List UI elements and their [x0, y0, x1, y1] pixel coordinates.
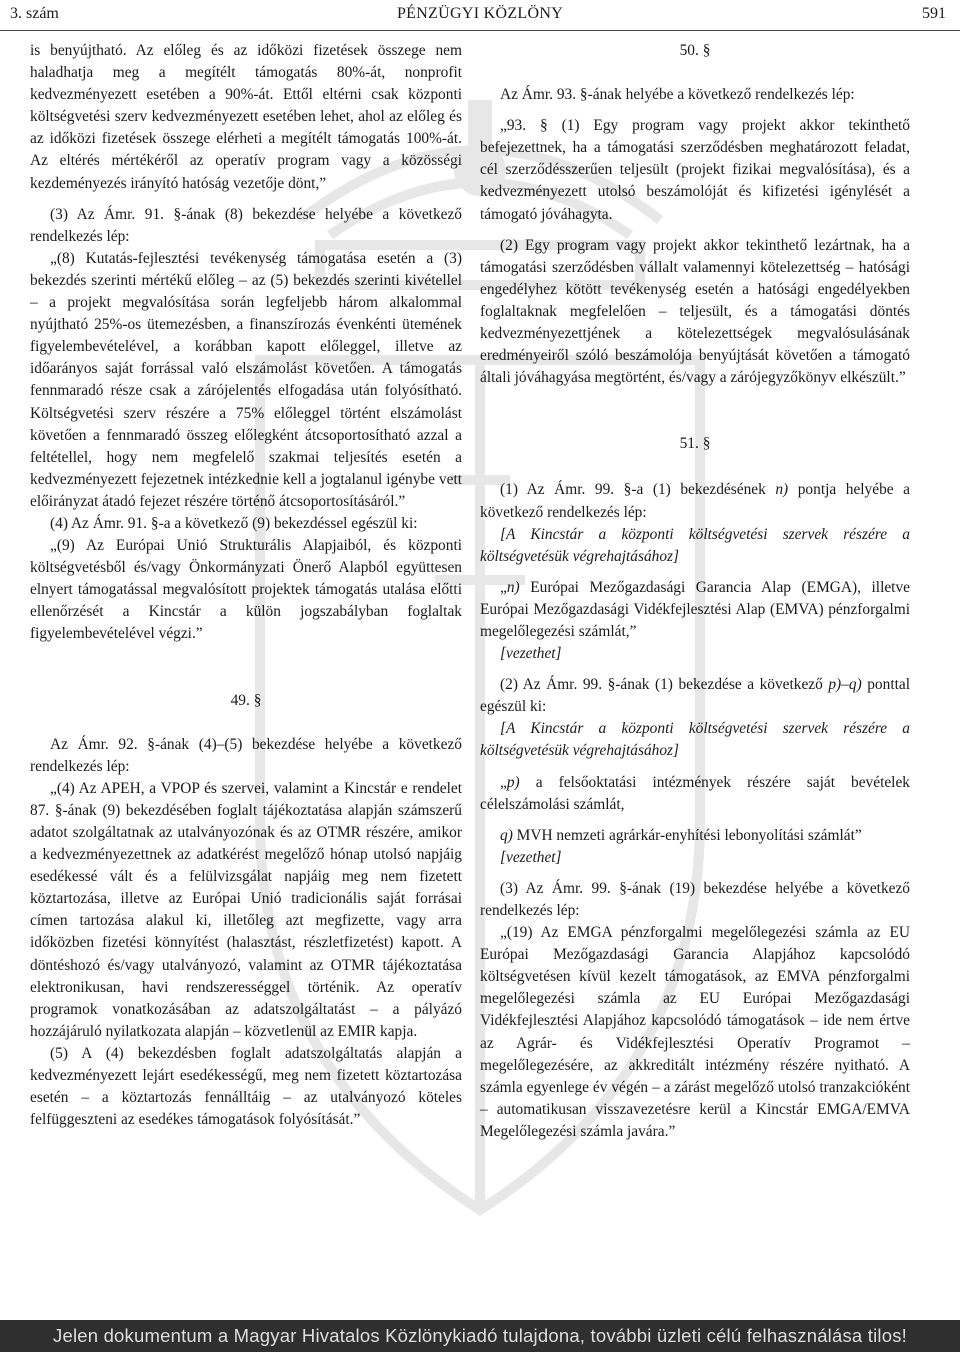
section-heading: 50. § [679, 42, 711, 59]
amendment-intro: Az Ámr. 93. §-ának helyébe a következő rendelkezés lép: [500, 86, 855, 104]
copyright-footer: Jelen dokumentum a Magyar Hivatalos Közlönykiadó tulajdona, további üzleti célú felhasználása tilos! [0, 1320, 960, 1352]
amendment-intro: Az Ámr. 92. §-ának (4)–(5) bekezdése helyébe a következő rendelkezés lép: [30, 735, 462, 775]
amendment-text: „(19) Az EMGA pénzforgalmi megelőlegezési számla az EU Európai Mezőgazdasági Garancia Alapjához kapcsolódó költségvetésen kívül kezelt támogatások, az EMVA pénzforgalmi megelőlegezési számla az EU Európai Mezőgazdasági Vidékfejlesztési Alapjához kapcsolódó támogatások – ide nem értve az Agrár- és Vidékfejlesztési Operatív Programot – megelőlegezésére, az akkreditált intézmény részére nyitható. A számla egyenlege év végén – a zárást megelőző utolsó tranzakcióként – automatikusan visszavezetésre kerül a Kincstár EMGA/EMVA Megelőlegezési számla javára.” [480, 924, 910, 1140]
page-number: 591 [922, 5, 946, 22]
amendment-text: „(4) Az APEH, a VPOP és szervei, valamint a Kincstár e rendelet 87. §-ának (9) bekezdésében foglalt tájékoztatása alapján számszerű adatot szolgáltatnak az utalványozónak és az OTMR részére, amikor a kedvezményezettnek az adatkérést megelőző hónap utolsó napjáig esedékessé vált és a felülvizsgálat napjáig meg nem fizetett köztartozása, illetve az Európai Unió tradicionális saját forrásai címen tartozása alakul ki, illetőleg azt megfizette, vagy arra időközben fizetési könnyítést (halasztást, részletfizetést) kapott. A döntéshozó és/vagy utalványozó, valamint az OTMR tájékoztatása elektronikusan, havi rendszerességgel történik. Az operatív programok vonatkozásában az adatszolgáltatást – a pályázó hozzájáruló nyilatkozata alapján – közvetlenül az EMIR kapja. [30, 779, 462, 1040]
point-label: p)–q) [828, 676, 862, 694]
text-run: (1) Az Ámr. 99. §-a (1) bekezdésének [500, 481, 766, 499]
text-run: (2) Az Ámr. 99. §-ának (1) bekezdése a következő [500, 676, 823, 694]
left-column [30, 40, 462, 1131]
bracket-context: [A Kincstár a központi költségvetési szervek részére a költségvetésük végrehajtásához] [480, 720, 910, 760]
quote-mark: „ [500, 773, 507, 791]
amendment-text [480, 772, 910, 816]
amendment-text [480, 825, 910, 847]
amendment-text: „(9) Az Európai Unió Strukturális Alapjaiból, és központi költségvetésből és/vagy Önkormányzati Önerő Alapból együttesen elnyert támogatással megvalósított projektek támogatás utalása előtti ellenőrzését a Kincstár a külön jogszabályban foglaltak figyelembevételével végzi.” [30, 537, 462, 643]
paragraph: is benyújtható. Az előleg és az időközi fizetések összege nem haladhatja meg a megítélt támogatás 80%-át, nonprofit kedvezményezett esetében a 90%-át. Ettől eltérni csak központi költségvetési szerv kedvezményezett esetében lehet, ahol az előleg és az időközi fizetések összege elérheti a megítélt támogatás 100%-át. Az eltérés mértékéről az operatív program vagy a közösségi kezdeményezés irányító hatóság vezetője dönt,” [30, 42, 462, 192]
text-run: ponttal egészül ki: [480, 676, 910, 716]
right-column [480, 40, 910, 1143]
bracket-context: [vezethet] [500, 848, 562, 866]
section-heading: 49. § [230, 691, 262, 709]
point-label: q) [500, 826, 513, 844]
section-heading: 51. § [679, 435, 711, 453]
amendment-text: (2) Egy program vagy projekt akkor tekinthető lezártnak, ha a támogatási szerződésben vállalt valamennyi kötelezettség – hatósági engedélyhez kötött tevékenység esetén a hatósági engedélyekben foglaltaknak megfelelően – teljesült, és a támogatási döntés kedvezményezettjének a kötelezettségek megvalósulásának eredményeiről szóló beszámolója benyújtását követően a támogató általi jóváhagyása megtörtént, és/vagy a zárójegyzőkönyv elkészült.” [480, 236, 910, 387]
point-label: p) [506, 773, 520, 791]
amendment-intro: (3) Az Ámr. 91. §-ának (8) bekezdése helyébe a következő rendelkezés lép: [30, 205, 462, 245]
text-run: Európai Mezőgazdasági Garancia Alap (EMGA), illetve Európai Mezőgazdasági Vidékfejlesztési Alap (EMVA) pénzforgalmi megelőlegezési számlát,” [480, 578, 910, 640]
bracket-context: [A Kincstár a központi költségvetési szervek részére a költségvetésük végrehajtásához] [480, 525, 910, 565]
amendment-text: „93. § (1) Egy program vagy projekt akkor tekinthető befejezettnek, ha a támogatási szerződésben meghatározott feladat, cél szerződésszerűen teljesült (projekt fizikai megvalósítása), és a kedvezményezett utolsó beszámolóját és kifizetési igénylését a támogató jóváhagyta. [480, 117, 910, 223]
quote-mark: „ [500, 578, 507, 596]
amendment-text: „(8) Kutatás-fejlesztési tevékenység támogatása esetén a (3) bekezdés szerinti mértékű előleg – az (5) bekezdés szerinti kivétellel – a projekt megvalósítása során legfeljebb három alkalommal nyújtható 25%-os ütemezésben, a finanszírozás évenkénti ütemének figyelembevételével, a korábban kapott előleggel, illetve az időarányos saját forrással való elszámolást követően. A támogatás fennmaradó része csak a zárójelentés elfogadása után folyósítható. Költségvetési szerv részére a 75% előleggel történt elszámolást követően a fennmaradó összeg előlegként átcsoportosítható azzal a feltétellel, hogy nem megfelelő szakmai teljesítés esetén a kedvezményezett fejezetnek intézkednie kell a jogtalanul igénybe vett előirányzat átadó fejezet részére történő átcsoportosításáról.” [30, 249, 462, 510]
amendment-intro [480, 479, 910, 523]
point-label: n) [506, 578, 520, 596]
amendment-text [480, 577, 910, 643]
bracket-context: [vezethet] [500, 645, 562, 663]
journal-title: PÉNZÜGYI KÖZLÖNY [396, 5, 564, 22]
amendment-intro: (3) Az Ámr. 99. §-ának (19) bekezdése helyébe a következő rendelkezés lép: [480, 879, 910, 919]
text-run: a felsőoktatási intézmények részére saját bevételek célelszámolási számlát, [480, 773, 910, 813]
page-header [0, 0, 960, 31]
amendment-text: (5) A (4) bekezdésben foglalt adatszolgáltatás alapján a kedvezményezett lejárt esedékességű, meg nem fizetett köztartozása esetén – a köztartozás fennálltáig – az utalványozó köteles felfüggeszteni az esedékes támogatások folyósítását.” [30, 1044, 462, 1129]
amendment-intro: (4) Az Ámr. 91. §-a a következő (9) bekezdéssel egészül ki: [50, 514, 418, 532]
issue-number: 3. szám [10, 5, 59, 22]
point-label: n) [775, 481, 789, 499]
amendment-intro [480, 674, 910, 718]
text-run: pontja helyébe a következő rendelkezés lép: [480, 481, 910, 521]
text-run: MVH nemzeti agrárkár-enyhítési lebonyolítási számlát” [512, 826, 862, 844]
